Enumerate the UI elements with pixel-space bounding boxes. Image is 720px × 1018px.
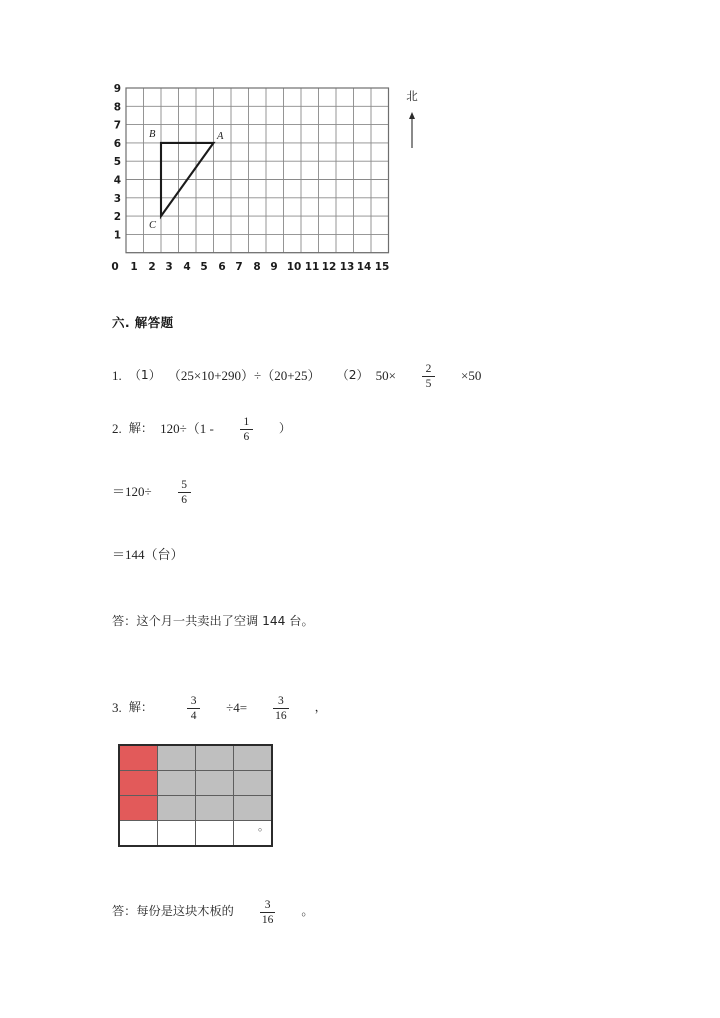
q3-answer-suffix: 。 bbox=[301, 904, 314, 919]
board-grid-row bbox=[119, 821, 272, 847]
question-3-answer bbox=[112, 898, 314, 925]
q1-fraction-2-5 bbox=[422, 363, 435, 390]
question-2-line-2 bbox=[112, 478, 191, 505]
coordinate-grid-figure bbox=[100, 78, 430, 276]
q2-fraction2-numerator: 5 bbox=[181, 479, 188, 491]
svg-text:6: 6 bbox=[113, 137, 121, 150]
svg-text:0: 0 bbox=[111, 261, 119, 273]
svg-text:6: 6 bbox=[218, 261, 226, 273]
board-grid-cell-gray bbox=[158, 745, 196, 771]
vertex-label-c: C bbox=[149, 220, 157, 231]
svg-text:2: 2 bbox=[148, 261, 156, 273]
board-grid-cell-gray bbox=[196, 796, 234, 821]
q3-answer-fraction-3-16 bbox=[260, 899, 276, 926]
svg-text:9: 9 bbox=[113, 83, 121, 95]
q1-part2-label: （2） bbox=[336, 368, 369, 383]
q2-solve-label: 解： bbox=[128, 421, 154, 436]
q3-comma: ， bbox=[314, 700, 327, 715]
board-grid-table bbox=[118, 744, 273, 847]
svg-text:4: 4 bbox=[113, 174, 121, 187]
svg-text:12: 12 bbox=[321, 261, 337, 273]
q3-fraction1-numerator: 3 bbox=[190, 695, 197, 707]
question-2-line-3 bbox=[112, 548, 184, 561]
q2-answer-text: 答：这个月一共卖出了空调 144 台。 bbox=[112, 614, 314, 628]
q2-line3: ＝144（台） bbox=[112, 547, 184, 562]
board-grid-cell-white bbox=[119, 821, 158, 847]
question-2-answer bbox=[112, 615, 314, 627]
board-grid-cell-gray bbox=[158, 771, 196, 796]
q2-fraction2-denominator: 6 bbox=[181, 494, 188, 507]
q3-fraction-3-16 bbox=[273, 695, 289, 722]
board-grid-cell-red bbox=[119, 771, 158, 796]
board-grid-cell-gray bbox=[234, 745, 273, 771]
north-arrow-icon bbox=[409, 112, 415, 148]
svg-text:3: 3 bbox=[165, 261, 173, 273]
svg-text:3: 3 bbox=[113, 192, 121, 205]
q3-answer-fraction-numerator: 3 bbox=[264, 899, 271, 911]
q3-fraction2-denominator: 16 bbox=[275, 710, 287, 723]
q3-answer-fraction-bar bbox=[260, 912, 276, 913]
svg-text:7: 7 bbox=[235, 261, 243, 273]
question-1-line bbox=[112, 362, 481, 389]
q3-answer-fraction-denominator: 16 bbox=[261, 914, 274, 927]
section-heading: 六. 解答题 bbox=[112, 315, 174, 330]
q2-fraction1-bar bbox=[240, 429, 253, 430]
svg-text:4: 4 bbox=[183, 261, 191, 273]
q2-index: 2. bbox=[112, 421, 122, 437]
q3-operator: ÷4= bbox=[226, 700, 248, 716]
grid-border bbox=[126, 88, 389, 253]
north-label: 北 bbox=[406, 89, 418, 103]
q1-part2-prefix: 50× bbox=[375, 368, 397, 384]
q2-expression-suffix: ） bbox=[278, 421, 292, 436]
board-grid-cell-red bbox=[119, 796, 158, 821]
q3-index: 3. bbox=[112, 700, 122, 716]
board-trailing-period: 。 bbox=[258, 820, 269, 833]
board-grid-cell-gray bbox=[158, 796, 196, 821]
board-grid-cell-gray bbox=[196, 771, 234, 796]
q1-fraction-bar bbox=[422, 376, 435, 377]
board-grid-cell-gray bbox=[234, 771, 273, 796]
board-grid-body bbox=[119, 745, 272, 846]
y-axis-ticks bbox=[114, 83, 121, 241]
svg-text:9: 9 bbox=[270, 261, 278, 273]
q3-fraction1-bar bbox=[187, 708, 200, 709]
q3-fraction2-bar bbox=[273, 708, 289, 709]
q1-part1-expression: （25×10+290）÷（20+25） bbox=[167, 368, 321, 384]
x-axis-ticks bbox=[111, 261, 389, 273]
q3-answer-prefix: 答：每份是这块木板的 bbox=[112, 904, 234, 919]
question-2-line-1 bbox=[112, 415, 291, 442]
vertex-label-b: B bbox=[149, 129, 156, 140]
grid-lines bbox=[126, 88, 389, 253]
svg-text:7: 7 bbox=[113, 119, 121, 132]
svg-text:14: 14 bbox=[356, 261, 372, 273]
svg-text:8: 8 bbox=[253, 261, 261, 273]
q1-fraction-denominator: 5 bbox=[425, 378, 432, 391]
q2-expression-prefix: 120÷（1 - bbox=[160, 421, 214, 437]
q2-fraction1-denominator: 6 bbox=[243, 431, 250, 444]
q1-index: 1. bbox=[112, 368, 122, 384]
svg-text:5: 5 bbox=[200, 261, 208, 273]
q2-fraction1-numerator: 1 bbox=[243, 416, 250, 428]
q1-fraction-numerator: 2 bbox=[425, 363, 432, 375]
q3-fraction1-denominator: 4 bbox=[190, 710, 197, 723]
coordinate-grid-svg bbox=[100, 78, 430, 276]
q2-fraction2-bar bbox=[178, 492, 191, 493]
q2-fraction-5-6 bbox=[178, 479, 191, 506]
board-grid-cell-white bbox=[196, 821, 234, 847]
q2-line2-prefix: ＝120÷ bbox=[112, 484, 152, 500]
question-3-line bbox=[112, 694, 327, 721]
q1-part1-label: （1） bbox=[128, 368, 161, 383]
board-grid-cell-gray bbox=[196, 745, 234, 771]
board-grid-cell-red bbox=[119, 745, 158, 771]
q3-solve-label: 解： bbox=[128, 700, 154, 715]
board-grid-cell-white bbox=[158, 821, 196, 847]
q2-fraction-1-6 bbox=[240, 416, 253, 443]
svg-text:2: 2 bbox=[113, 211, 121, 224]
board-grid-row bbox=[119, 796, 272, 821]
board-grid-row bbox=[119, 771, 272, 796]
svg-text:5: 5 bbox=[113, 156, 121, 169]
q1-part2-suffix: ×50 bbox=[461, 368, 482, 384]
svg-text:13: 13 bbox=[339, 261, 355, 273]
svg-text:1: 1 bbox=[130, 261, 138, 273]
board-grid-cell-gray bbox=[234, 796, 273, 821]
svg-text:1: 1 bbox=[113, 229, 121, 242]
board-grid-figure bbox=[118, 744, 273, 847]
q3-fraction2-numerator: 3 bbox=[277, 695, 284, 707]
svg-text:10: 10 bbox=[286, 261, 302, 273]
svg-text:15: 15 bbox=[374, 261, 390, 273]
vertex-label-a: A bbox=[217, 131, 224, 142]
board-grid-row bbox=[119, 745, 272, 771]
svg-text:11: 11 bbox=[304, 261, 320, 273]
q3-fraction-3-4 bbox=[187, 695, 200, 722]
svg-text:8: 8 bbox=[113, 101, 121, 114]
